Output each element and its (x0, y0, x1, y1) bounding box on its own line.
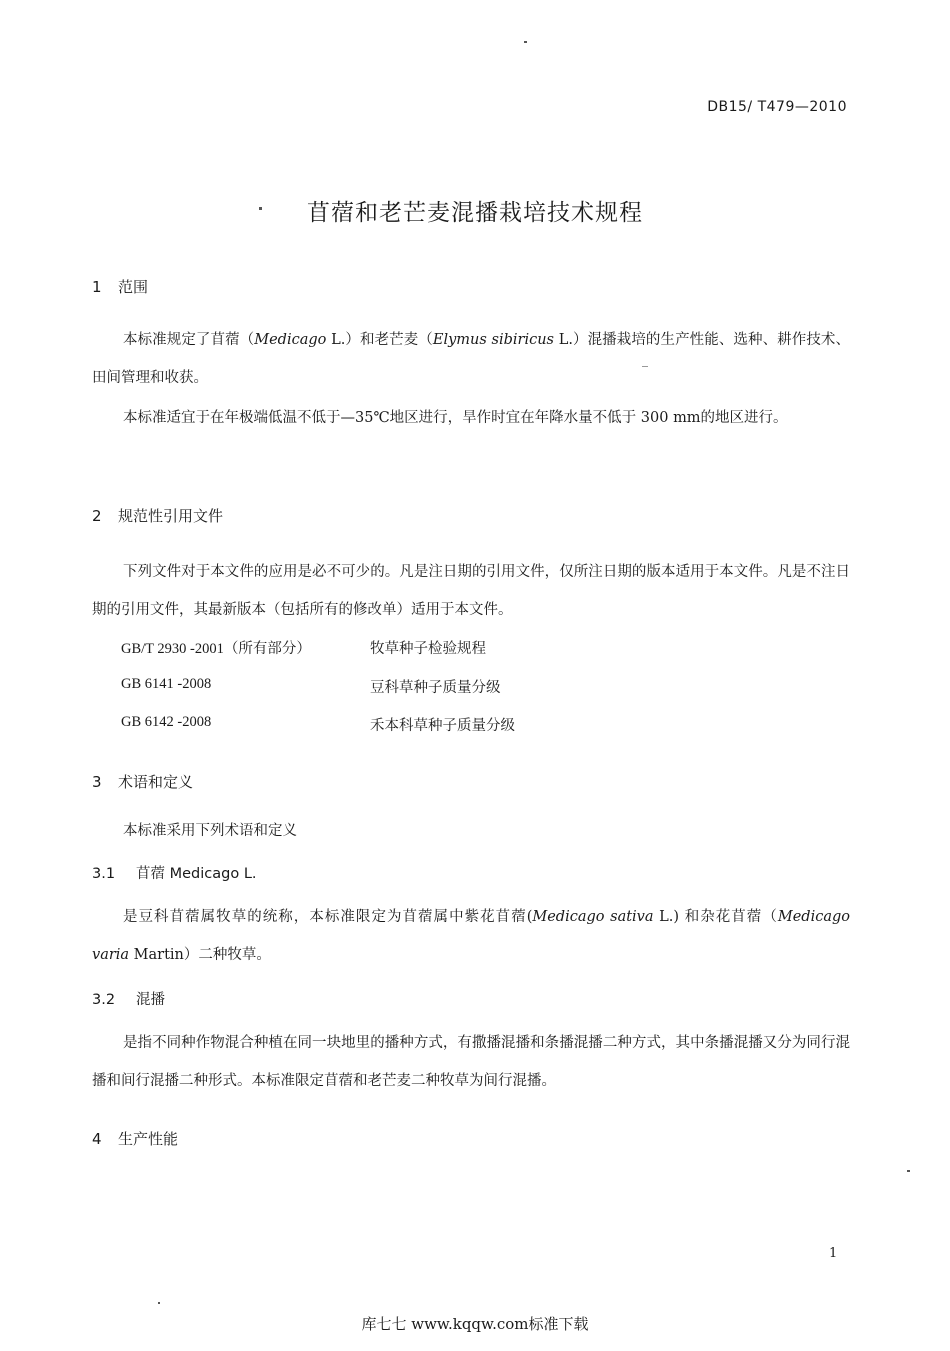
section-1-heading (92, 276, 148, 297)
reference-code: GB/T 2930 -2001（所有部分） (121, 641, 311, 657)
page-number: 1 (829, 1246, 838, 1261)
download-footer: 库七七 www.kqqw.com标准下载 (361, 1315, 589, 1333)
reference-code: GB 6142 -2008 (121, 714, 212, 730)
scan-speck (907, 1170, 910, 1172)
document-title: 苜蓿和老芒麦混播栽培技术规程 (307, 200, 643, 226)
reference-title: 禾本科草种子质量分级 (370, 718, 515, 734)
reference-title: 豆科草种子质量分级 (370, 680, 501, 696)
reference-code: GB 6141 -2008 (121, 676, 212, 692)
scan-speck (158, 1302, 160, 1304)
section-2-heading (92, 505, 223, 526)
section-title: 范围 (118, 278, 149, 296)
reference-title: 牧草种子检验规程 (370, 641, 486, 657)
section-number: 1 (92, 278, 102, 296)
term-3-1-heading (92, 862, 257, 883)
section-title: 规范性引用文件 (118, 507, 224, 525)
term-title: 苜蓿 Medicago L. (136, 866, 257, 882)
term-3-2-definition: 是指不同种作物混合种植在同一块地里的播种方式，有撒播混播和条播混播二种方式，其中条播混播又分为同行混播和间行混播二种形式。本标准限定苜蓿和老芒麦二种牧草为间行混播。 (92, 1035, 850, 1089)
term-number: 3.1 (92, 866, 116, 882)
section-4-heading (92, 1128, 178, 1149)
term-3-2-heading (92, 988, 165, 1009)
section-number: 3 (92, 773, 102, 791)
section-number: 2 (92, 507, 102, 525)
term-3-1-definition: 是豆科苜蓿属牧草的统称，本标准限定为苜蓿属中紫花苜蓿(Medicago sativa L.) 和杂花苜蓿（Medicago varia Martin）二种牧草。 (92, 909, 850, 963)
section-title: 生产性能 (118, 1130, 179, 1148)
standard-code: DB15/ T479—2010 (707, 99, 847, 115)
section-3-heading (92, 771, 193, 792)
section-2-paragraph-1: 下列文件对于本文件的应用是必不可少的。凡是注日期的引用文件，仅所注日期的版本适用于本文件。凡是不注日期的引用文件，其最新版本（包括所有的修改单）适用于本文件。 (92, 564, 850, 618)
section-1-paragraph-1: 本标准规定了苜蓿（Medicago L.）和老芒麦（Elymus sibiricus L.）混播栽培的生产性能、选种、耕作技术、田间管理和收获。 (92, 332, 850, 386)
section-number: 4 (92, 1130, 102, 1148)
section-title: 术语和定义 (118, 773, 194, 791)
term-number: 3.2 (92, 992, 116, 1008)
term-title: 混播 (136, 992, 165, 1008)
section-3-intro: 本标准采用下列术语和定义 (123, 823, 297, 839)
scan-speck (524, 41, 527, 43)
section-1-paragraph-2: 本标准适宜于在年极端低温不低于—35℃地区进行，旱作时宜在年降水量不低于 300 mm的地区进行。 (123, 410, 788, 426)
